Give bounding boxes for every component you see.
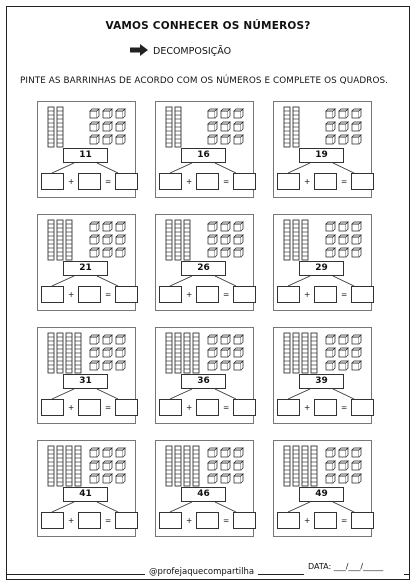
ten-rods-icon[interactable]	[47, 106, 85, 150]
number-label: 29	[299, 261, 344, 276]
number-label: 46	[181, 487, 226, 502]
equals-sign: =	[223, 516, 230, 525]
number-label: 39	[299, 374, 344, 389]
exercise-card	[37, 101, 136, 198]
number-label: 19	[299, 148, 344, 163]
exercise-card	[37, 327, 136, 424]
unit-cubes-icon[interactable]	[206, 107, 246, 147]
equals-sign: =	[105, 516, 112, 525]
unit-cubes-icon[interactable]	[324, 446, 364, 486]
worksheet-subtitle: DECOMPOSIÇÃO	[153, 46, 232, 57]
tens-answer-box[interactable]	[159, 512, 182, 529]
unit-cubes-icon[interactable]	[324, 333, 364, 373]
total-answer-box[interactable]	[115, 399, 138, 416]
plus-sign: +	[304, 290, 311, 299]
plus-sign: +	[68, 403, 75, 412]
equals-sign: =	[341, 177, 348, 186]
units-answer-box[interactable]	[196, 512, 219, 529]
ten-rods-icon[interactable]	[283, 106, 321, 150]
total-answer-box[interactable]	[233, 173, 256, 190]
equals-sign: =	[105, 403, 112, 412]
equals-sign: =	[105, 290, 112, 299]
plus-sign: +	[186, 403, 193, 412]
plus-sign: +	[304, 403, 311, 412]
plus-sign: +	[304, 177, 311, 186]
unit-cubes-icon[interactable]	[88, 107, 128, 147]
units-answer-box[interactable]	[314, 286, 337, 303]
plus-sign: +	[68, 177, 75, 186]
units-answer-box[interactable]	[314, 399, 337, 416]
ten-rods-icon[interactable]	[165, 219, 203, 263]
ten-rods-icon[interactable]	[165, 332, 203, 376]
total-answer-box[interactable]	[351, 512, 374, 529]
total-answer-box[interactable]	[233, 399, 256, 416]
unit-cubes-icon[interactable]	[206, 333, 246, 373]
plus-sign: +	[186, 290, 193, 299]
number-label: 11	[63, 148, 108, 163]
equals-sign: =	[105, 177, 112, 186]
equals-sign: =	[341, 290, 348, 299]
plus-sign: +	[186, 177, 193, 186]
tens-answer-box[interactable]	[277, 399, 300, 416]
units-answer-box[interactable]	[78, 286, 101, 303]
exercise-card	[273, 440, 372, 537]
footer-credit: @profejaquecompartilha	[145, 567, 258, 577]
plus-sign: +	[304, 516, 311, 525]
ten-rods-icon[interactable]	[283, 332, 321, 376]
units-answer-box[interactable]	[196, 286, 219, 303]
unit-cubes-icon[interactable]	[324, 220, 364, 260]
plus-sign: +	[68, 516, 75, 525]
tens-answer-box[interactable]	[159, 399, 182, 416]
units-answer-box[interactable]	[314, 173, 337, 190]
number-label: 16	[181, 148, 226, 163]
plus-sign: +	[186, 516, 193, 525]
tens-answer-box[interactable]	[277, 173, 300, 190]
date-field[interactable]: DATA: ___/___/_____	[305, 562, 386, 571]
exercise-card	[37, 214, 136, 311]
exercise-card	[155, 214, 254, 311]
tens-answer-box[interactable]	[41, 512, 64, 529]
number-label: 31	[63, 374, 108, 389]
units-answer-box[interactable]	[314, 512, 337, 529]
total-answer-box[interactable]	[115, 512, 138, 529]
units-answer-box[interactable]	[196, 173, 219, 190]
unit-cubes-icon[interactable]	[88, 220, 128, 260]
unit-cubes-icon[interactable]	[88, 333, 128, 373]
units-answer-box[interactable]	[78, 399, 101, 416]
equals-sign: =	[341, 403, 348, 412]
number-label: 41	[63, 487, 108, 502]
footer-divider	[404, 574, 410, 575]
equals-sign: =	[223, 403, 230, 412]
units-answer-box[interactable]	[196, 399, 219, 416]
total-answer-box[interactable]	[115, 286, 138, 303]
footer-divider	[6, 574, 146, 575]
total-answer-box[interactable]	[351, 399, 374, 416]
ten-rods-icon[interactable]	[283, 219, 321, 263]
equals-sign: =	[223, 177, 230, 186]
unit-cubes-icon[interactable]	[88, 446, 128, 486]
number-label: 36	[181, 374, 226, 389]
worksheet-title: VAMOS CONHECER OS NÚMEROS?	[105, 20, 311, 32]
number-label: 21	[63, 261, 108, 276]
units-answer-box[interactable]	[78, 173, 101, 190]
instruction-text: PINTE AS BARRINHAS DE ACORDO COM OS NÚMEROS E COMPLETE OS QUADROS.	[20, 76, 389, 86]
unit-cubes-icon[interactable]	[206, 220, 246, 260]
unit-cubes-icon[interactable]	[324, 107, 364, 147]
total-answer-box[interactable]	[351, 173, 374, 190]
tens-answer-box[interactable]	[277, 286, 300, 303]
tens-answer-box[interactable]	[159, 286, 182, 303]
tens-answer-box[interactable]	[41, 286, 64, 303]
equals-sign: =	[341, 516, 348, 525]
plus-sign: +	[68, 290, 75, 299]
tens-answer-box[interactable]	[41, 399, 64, 416]
tens-answer-box[interactable]	[277, 512, 300, 529]
units-answer-box[interactable]	[78, 512, 101, 529]
exercise-card	[155, 101, 254, 198]
tens-answer-box[interactable]	[159, 173, 182, 190]
total-answer-box[interactable]	[233, 512, 256, 529]
total-answer-box[interactable]	[351, 286, 374, 303]
total-answer-box[interactable]	[115, 173, 138, 190]
exercise-card	[155, 327, 254, 424]
ten-rods-icon[interactable]	[47, 445, 85, 489]
ten-rods-icon[interactable]	[283, 445, 321, 489]
ten-rods-icon[interactable]	[165, 445, 203, 489]
tens-answer-box[interactable]	[41, 173, 64, 190]
number-label: 49	[299, 487, 344, 502]
arrow-right-icon	[130, 44, 148, 56]
ten-rods-icon[interactable]	[47, 332, 85, 376]
unit-cubes-icon[interactable]	[206, 446, 246, 486]
exercise-card	[273, 327, 372, 424]
exercise-card	[273, 101, 372, 198]
ten-rods-icon[interactable]	[47, 219, 85, 263]
exercise-card	[273, 214, 372, 311]
equals-sign: =	[223, 290, 230, 299]
total-answer-box[interactable]	[233, 286, 256, 303]
exercise-card	[37, 440, 136, 537]
ten-rods-icon[interactable]	[165, 106, 203, 150]
exercise-card	[155, 440, 254, 537]
number-label: 26	[181, 261, 226, 276]
